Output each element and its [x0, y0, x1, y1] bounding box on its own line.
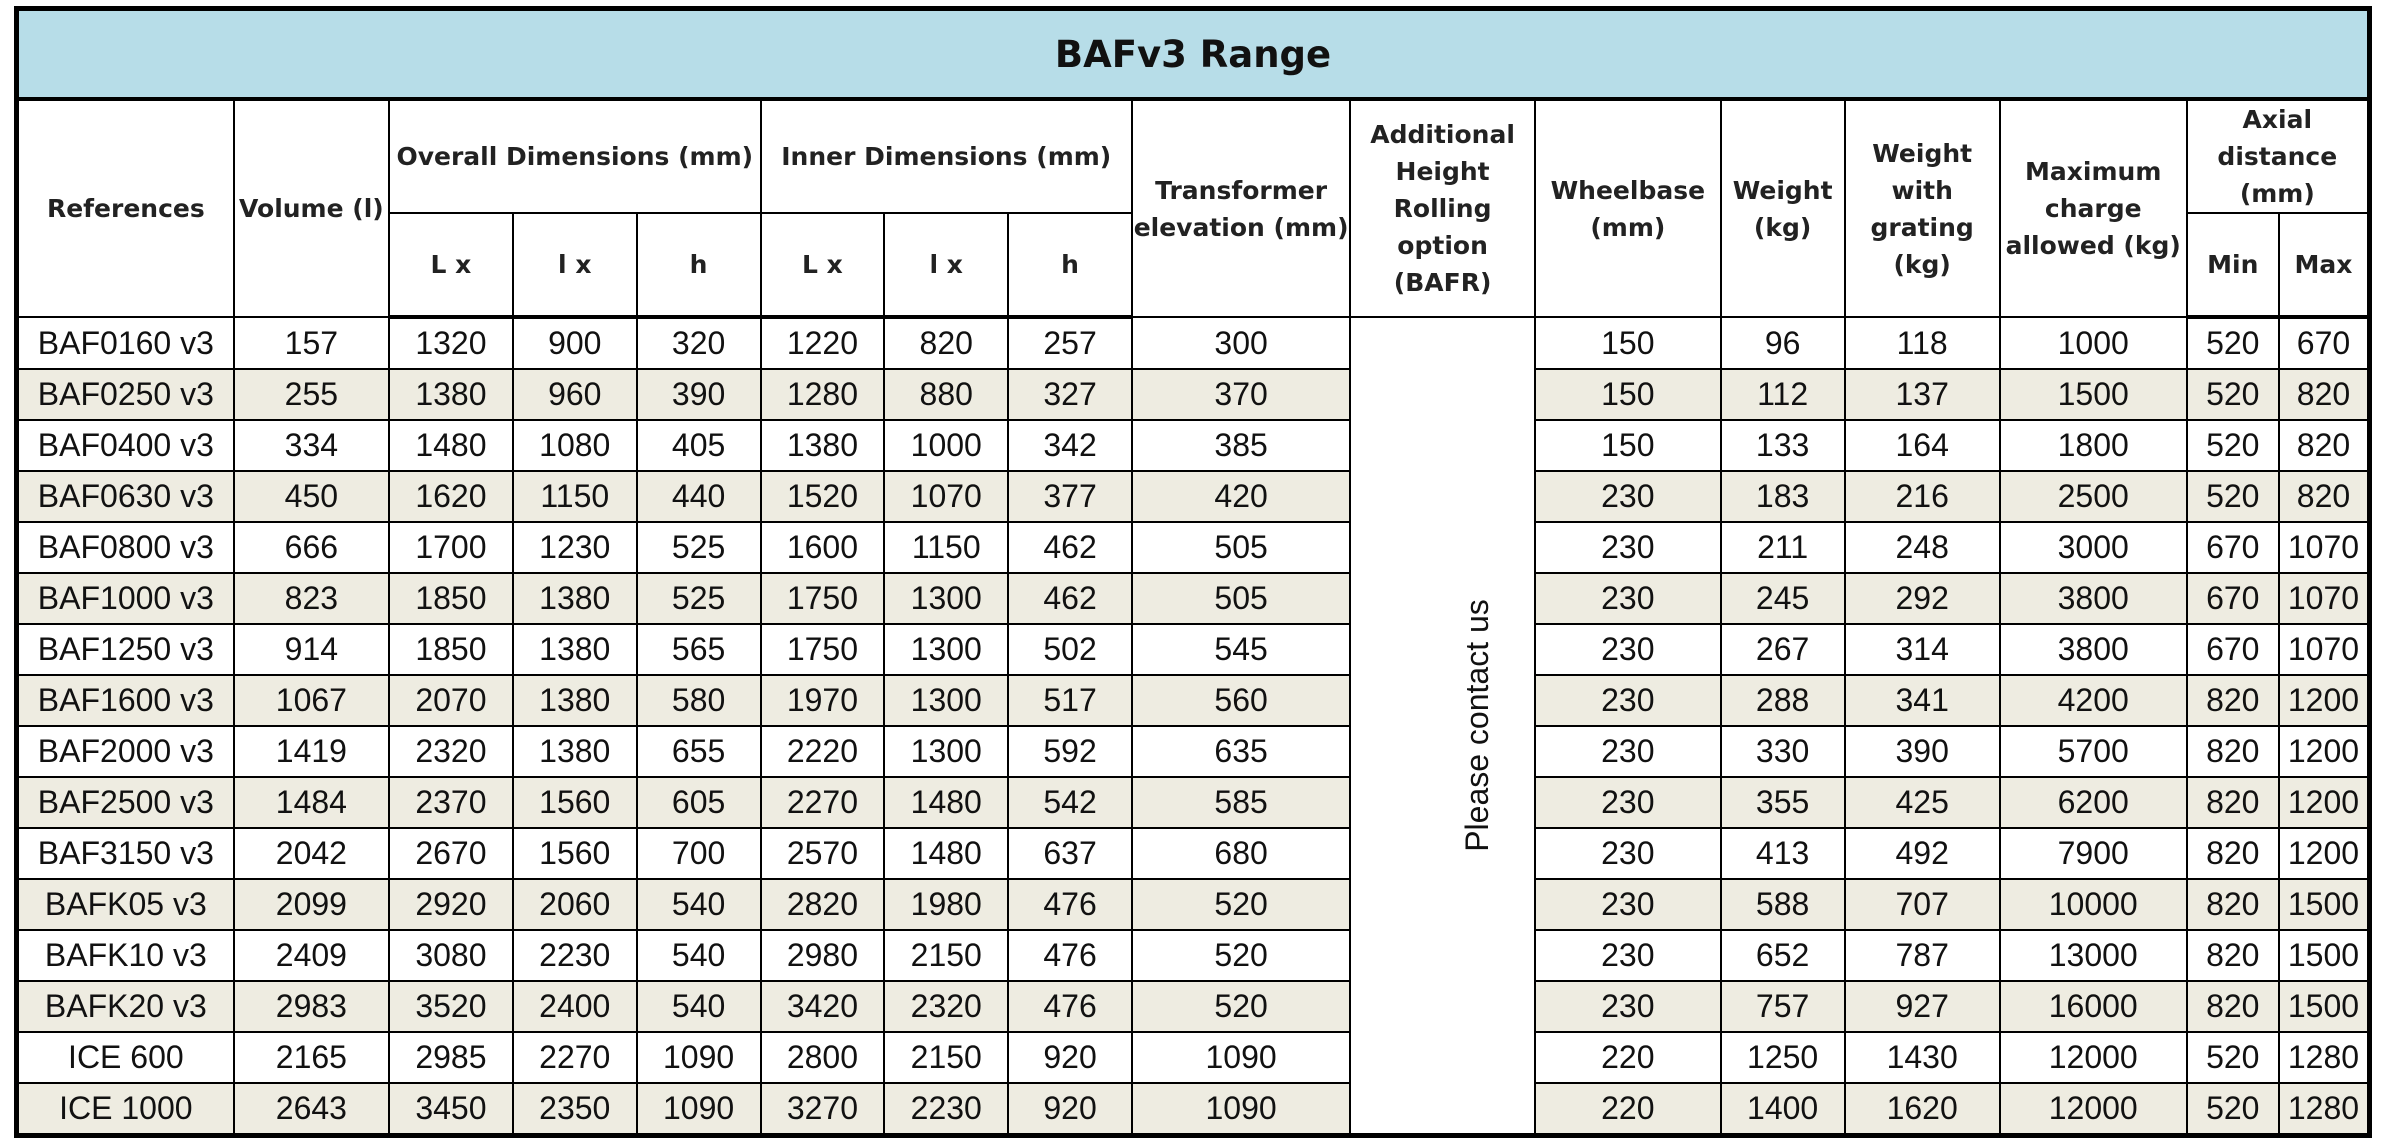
- cell-weight-with-grating: 216: [1845, 471, 2000, 522]
- cell-inner-height: 462: [1008, 573, 1132, 624]
- header-volume: Volume (l): [234, 99, 389, 317]
- cell-inner-length: 3420: [761, 981, 885, 1032]
- cell-reference: BAF1600 v3: [17, 675, 234, 726]
- cell-weight-with-grating: 390: [1845, 726, 2000, 777]
- cell-weight: 96: [1721, 317, 1845, 369]
- cell-axial-min: 820: [2187, 726, 2279, 777]
- cell-inner-height: 476: [1008, 930, 1132, 981]
- cell-maximum-charge: 6200: [2000, 777, 2187, 828]
- cell-transformer-elevation: 545: [1132, 624, 1350, 675]
- cell-overall-height: 320: [637, 317, 761, 369]
- cell-overall-height: 580: [637, 675, 761, 726]
- cell-inner-length: 2800: [761, 1032, 885, 1083]
- cell-weight-with-grating: 118: [1845, 317, 2000, 369]
- cell-axial-min: 670: [2187, 573, 2279, 624]
- cell-wheelbase: 150: [1535, 369, 1721, 420]
- cell-wheelbase: 230: [1535, 879, 1721, 930]
- cell-axial-max: 820: [2279, 471, 2370, 522]
- header-inner-length: L x: [761, 213, 885, 317]
- cell-overall-length: 3450: [389, 1083, 513, 1136]
- header-inner-height: h: [1008, 213, 1132, 317]
- cell-overall-length: 1700: [389, 522, 513, 573]
- cell-inner-width: 1480: [884, 777, 1008, 828]
- cell-weight: 183: [1721, 471, 1845, 522]
- table-row: [17, 369, 2370, 420]
- table-row: [17, 573, 2370, 624]
- cell-axial-min: 520: [2187, 1032, 2279, 1083]
- cell-maximum-charge: 13000: [2000, 930, 2187, 981]
- cell-overall-width: 2230: [513, 930, 637, 981]
- cell-inner-height: 377: [1008, 471, 1132, 522]
- cell-axial-min: 520: [2187, 369, 2279, 420]
- header-wheelbase: Wheelbase (mm): [1535, 99, 1721, 317]
- cell-axial-min: 820: [2187, 777, 2279, 828]
- header-overall-dimensions: Overall Dimensions (mm): [389, 99, 760, 213]
- cell-reference: BAFK10 v3: [17, 930, 234, 981]
- cell-wheelbase: 220: [1535, 1083, 1721, 1136]
- table-row: [17, 1083, 2370, 1136]
- cell-weight: 652: [1721, 930, 1845, 981]
- cell-reference: BAF3150 v3: [17, 828, 234, 879]
- cell-inner-height: 920: [1008, 1083, 1132, 1136]
- cell-volume: 2643: [234, 1083, 389, 1136]
- cell-weight: 133: [1721, 420, 1845, 471]
- cell-overall-height: 540: [637, 981, 761, 1032]
- cell-wheelbase: 150: [1535, 420, 1721, 471]
- contact-cell: [1350, 317, 1535, 1136]
- cell-wheelbase: 230: [1535, 777, 1721, 828]
- table-row: [17, 726, 2370, 777]
- cell-volume: 157: [234, 317, 389, 369]
- cell-axial-min: 670: [2187, 624, 2279, 675]
- cell-axial-max: 1280: [2279, 1083, 2370, 1136]
- cell-wheelbase: 230: [1535, 624, 1721, 675]
- cell-weight: 330: [1721, 726, 1845, 777]
- cell-inner-width: 880: [884, 369, 1008, 420]
- cell-overall-width: 2350: [513, 1083, 637, 1136]
- cell-inner-width: 820: [884, 317, 1008, 369]
- cell-overall-width: 1150: [513, 471, 637, 522]
- cell-inner-width: 1300: [884, 675, 1008, 726]
- cell-weight: 1400: [1721, 1083, 1845, 1136]
- cell-overall-width: 1080: [513, 420, 637, 471]
- cell-axial-max: 820: [2279, 420, 2370, 471]
- cell-weight-with-grating: 341: [1845, 675, 2000, 726]
- cell-maximum-charge: 4200: [2000, 675, 2187, 726]
- cell-maximum-charge: 7900: [2000, 828, 2187, 879]
- cell-overall-width: 1380: [513, 573, 637, 624]
- cell-maximum-charge: 2500: [2000, 471, 2187, 522]
- table-row: [17, 675, 2370, 726]
- header-transformer-elevation: Transformer elevation (mm): [1132, 99, 1350, 317]
- cell-overall-width: 1380: [513, 675, 637, 726]
- cell-volume: 914: [234, 624, 389, 675]
- cell-inner-height: 502: [1008, 624, 1132, 675]
- cell-axial-max: 1200: [2279, 828, 2370, 879]
- cell-overall-width: 2270: [513, 1032, 637, 1083]
- cell-overall-length: 2985: [389, 1032, 513, 1083]
- cell-volume: 255: [234, 369, 389, 420]
- cell-overall-width: 1230: [513, 522, 637, 573]
- cell-axial-max: 1200: [2279, 777, 2370, 828]
- table-row: [17, 981, 2370, 1032]
- cell-inner-height: 257: [1008, 317, 1132, 369]
- cell-overall-width: 1560: [513, 777, 637, 828]
- cell-overall-length: 1850: [389, 624, 513, 675]
- cell-axial-max: 1500: [2279, 879, 2370, 930]
- cell-weight-with-grating: 164: [1845, 420, 2000, 471]
- cell-overall-width: 2400: [513, 981, 637, 1032]
- cell-axial-max: 820: [2279, 369, 2370, 420]
- cell-axial-max: 1500: [2279, 930, 2370, 981]
- cell-inner-height: 476: [1008, 981, 1132, 1032]
- cell-reference: BAF0160 v3: [17, 317, 234, 369]
- cell-weight: 288: [1721, 675, 1845, 726]
- table-row: [17, 828, 2370, 879]
- cell-reference: BAF0250 v3: [17, 369, 234, 420]
- cell-volume: 2042: [234, 828, 389, 879]
- cell-axial-min: 520: [2187, 317, 2279, 369]
- table-row: [17, 777, 2370, 828]
- table-row: [17, 522, 2370, 573]
- cell-weight-with-grating: 137: [1845, 369, 2000, 420]
- cell-reference: BAFK05 v3: [17, 879, 234, 930]
- cell-maximum-charge: 3800: [2000, 624, 2187, 675]
- cell-axial-max: 1070: [2279, 624, 2370, 675]
- cell-wheelbase: 230: [1535, 522, 1721, 573]
- cell-transformer-elevation: 560: [1132, 675, 1350, 726]
- header-additional-height: Additional Height Rolling option (BAFR): [1350, 99, 1535, 317]
- cell-reference: BAF2000 v3: [17, 726, 234, 777]
- cell-transformer-elevation: 520: [1132, 981, 1350, 1032]
- header-weight: Weight (kg): [1721, 99, 1845, 317]
- cell-overall-height: 1090: [637, 1032, 761, 1083]
- cell-reference: BAF2500 v3: [17, 777, 234, 828]
- cell-inner-height: 592: [1008, 726, 1132, 777]
- cell-inner-length: 1280: [761, 369, 885, 420]
- cell-reference: ICE 600: [17, 1032, 234, 1083]
- cell-axial-max: 1070: [2279, 522, 2370, 573]
- cell-wheelbase: 230: [1535, 981, 1721, 1032]
- cell-overall-length: 2070: [389, 675, 513, 726]
- table-row: [17, 1032, 2370, 1083]
- cell-inner-width: 1070: [884, 471, 1008, 522]
- cell-inner-length: 1970: [761, 675, 885, 726]
- cell-overall-height: 540: [637, 879, 761, 930]
- cell-inner-length: 1600: [761, 522, 885, 573]
- header-inner-width: l x: [884, 213, 1008, 317]
- cell-inner-length: 1750: [761, 624, 885, 675]
- cell-overall-height: 540: [637, 930, 761, 981]
- cell-axial-min: 820: [2187, 879, 2279, 930]
- cell-overall-length: 1380: [389, 369, 513, 420]
- cell-overall-height: 525: [637, 573, 761, 624]
- cell-weight-with-grating: 425: [1845, 777, 2000, 828]
- cell-overall-length: 1320: [389, 317, 513, 369]
- cell-volume: 1067: [234, 675, 389, 726]
- cell-transformer-elevation: 1090: [1132, 1083, 1350, 1136]
- cell-inner-height: 517: [1008, 675, 1132, 726]
- cell-weight-with-grating: 1430: [1845, 1032, 2000, 1083]
- cell-inner-length: 1520: [761, 471, 885, 522]
- cell-overall-height: 700: [637, 828, 761, 879]
- cell-inner-width: 1300: [884, 573, 1008, 624]
- cell-maximum-charge: 5700: [2000, 726, 2187, 777]
- cell-weight: 588: [1721, 879, 1845, 930]
- cell-axial-min: 520: [2187, 420, 2279, 471]
- cell-overall-height: 565: [637, 624, 761, 675]
- cell-reference: BAF0630 v3: [17, 471, 234, 522]
- cell-transformer-elevation: 1090: [1132, 1032, 1350, 1083]
- table-row: [17, 930, 2370, 981]
- cell-overall-height: 655: [637, 726, 761, 777]
- header-maximum-charge: Maximum charge allowed (kg): [2000, 99, 2187, 317]
- header-weight-with-grating: Weight with grating (kg): [1845, 99, 2000, 317]
- cell-axial-min: 820: [2187, 675, 2279, 726]
- cell-transformer-elevation: 420: [1132, 471, 1350, 522]
- cell-volume: 450: [234, 471, 389, 522]
- cell-reference: BAF1250 v3: [17, 624, 234, 675]
- table-row: [17, 879, 2370, 930]
- cell-transformer-elevation: 680: [1132, 828, 1350, 879]
- cell-transformer-elevation: 585: [1132, 777, 1350, 828]
- cell-maximum-charge: 12000: [2000, 1083, 2187, 1136]
- cell-inner-height: 637: [1008, 828, 1132, 879]
- cell-inner-length: 2570: [761, 828, 885, 879]
- cell-inner-length: 3270: [761, 1083, 885, 1136]
- cell-overall-width: 900: [513, 317, 637, 369]
- cell-weight: 1250: [1721, 1032, 1845, 1083]
- cell-overall-length: 3520: [389, 981, 513, 1032]
- cell-transformer-elevation: 520: [1132, 930, 1350, 981]
- cell-inner-height: 327: [1008, 369, 1132, 420]
- header-axial-min: Min: [2187, 213, 2279, 317]
- cell-axial-max: 1200: [2279, 726, 2370, 777]
- cell-axial-max: 1070: [2279, 573, 2370, 624]
- cell-wheelbase: 230: [1535, 828, 1721, 879]
- cell-weight: 112: [1721, 369, 1845, 420]
- cell-wheelbase: 220: [1535, 1032, 1721, 1083]
- cell-volume: 823: [234, 573, 389, 624]
- cell-overall-length: 2920: [389, 879, 513, 930]
- cell-weight-with-grating: 1620: [1845, 1083, 2000, 1136]
- cell-inner-width: 1300: [884, 624, 1008, 675]
- table-row: [17, 624, 2370, 675]
- cell-wheelbase: 230: [1535, 675, 1721, 726]
- cell-overall-length: 1620: [389, 471, 513, 522]
- cell-inner-height: 476: [1008, 879, 1132, 930]
- cell-weight: 245: [1721, 573, 1845, 624]
- cell-weight-with-grating: 248: [1845, 522, 2000, 573]
- cell-transformer-elevation: 385: [1132, 420, 1350, 471]
- cell-inner-length: 2220: [761, 726, 885, 777]
- please-contact-us-text: Please contact us: [1459, 599, 1496, 852]
- cell-inner-length: 1750: [761, 573, 885, 624]
- cell-wheelbase: 230: [1535, 930, 1721, 981]
- cell-maximum-charge: 16000: [2000, 981, 2187, 1032]
- cell-axial-min: 820: [2187, 930, 2279, 981]
- cell-overall-length: 1850: [389, 573, 513, 624]
- cell-wheelbase: 150: [1535, 317, 1721, 369]
- cell-inner-width: 1150: [884, 522, 1008, 573]
- cell-axial-max: 1500: [2279, 981, 2370, 1032]
- cell-overall-height: 525: [637, 522, 761, 573]
- cell-transformer-elevation: 370: [1132, 369, 1350, 420]
- cell-weight-with-grating: 292: [1845, 573, 2000, 624]
- cell-inner-height: 542: [1008, 777, 1132, 828]
- cell-axial-max: 670: [2279, 317, 2370, 369]
- cell-axial-min: 520: [2187, 471, 2279, 522]
- cell-reference: ICE 1000: [17, 1083, 234, 1136]
- cell-overall-length: 3080: [389, 930, 513, 981]
- cell-volume: 2983: [234, 981, 389, 1032]
- cell-inner-width: 2320: [884, 981, 1008, 1032]
- cell-overall-width: 960: [513, 369, 637, 420]
- cell-transformer-elevation: 505: [1132, 573, 1350, 624]
- cell-inner-width: 1000: [884, 420, 1008, 471]
- cell-reference: BAF1000 v3: [17, 573, 234, 624]
- cell-inner-width: 1980: [884, 879, 1008, 930]
- table-row: [17, 420, 2370, 471]
- cell-wheelbase: 230: [1535, 471, 1721, 522]
- header-overall-width: l x: [513, 213, 637, 317]
- cell-inner-width: 2230: [884, 1083, 1008, 1136]
- cell-overall-height: 440: [637, 471, 761, 522]
- cell-transformer-elevation: 300: [1132, 317, 1350, 369]
- cell-weight-with-grating: 314: [1845, 624, 2000, 675]
- table-row: [17, 317, 2370, 369]
- cell-axial-min: 670: [2187, 522, 2279, 573]
- cell-overall-length: 2320: [389, 726, 513, 777]
- cell-wheelbase: 230: [1535, 726, 1721, 777]
- cell-maximum-charge: 12000: [2000, 1032, 2187, 1083]
- cell-transformer-elevation: 635: [1132, 726, 1350, 777]
- cell-inner-width: 1480: [884, 828, 1008, 879]
- cell-inner-height: 342: [1008, 420, 1132, 471]
- cell-weight-with-grating: 787: [1845, 930, 2000, 981]
- cell-reference: BAFK20 v3: [17, 981, 234, 1032]
- table-body: [17, 317, 2370, 1136]
- cell-inner-height: 462: [1008, 522, 1132, 573]
- cell-weight: 413: [1721, 828, 1845, 879]
- cell-axial-min: 820: [2187, 981, 2279, 1032]
- cell-inner-height: 920: [1008, 1032, 1132, 1083]
- cell-overall-width: 2060: [513, 879, 637, 930]
- cell-inner-width: 2150: [884, 1032, 1008, 1083]
- cell-transformer-elevation: 520: [1132, 879, 1350, 930]
- header-axial-distance: Axial distance (mm): [2187, 99, 2370, 213]
- cell-volume: 2099: [234, 879, 389, 930]
- cell-inner-length: 2820: [761, 879, 885, 930]
- cell-weight-with-grating: 927: [1845, 981, 2000, 1032]
- table-row: [17, 471, 2370, 522]
- cell-inner-length: 2980: [761, 930, 885, 981]
- cell-axial-max: 1200: [2279, 675, 2370, 726]
- cell-volume: 2165: [234, 1032, 389, 1083]
- header-references: References: [17, 99, 234, 317]
- cell-volume: 1484: [234, 777, 389, 828]
- cell-maximum-charge: 3000: [2000, 522, 2187, 573]
- cell-inner-width: 1300: [884, 726, 1008, 777]
- header-axial-max: Max: [2279, 213, 2370, 317]
- cell-overall-width: 1380: [513, 624, 637, 675]
- baf-range-table: [14, 6, 2372, 1138]
- cell-inner-length: 2270: [761, 777, 885, 828]
- cell-weight-with-grating: 492: [1845, 828, 2000, 879]
- cell-maximum-charge: 10000: [2000, 879, 2187, 930]
- cell-volume: 2409: [234, 930, 389, 981]
- cell-inner-length: 1220: [761, 317, 885, 369]
- cell-reference: BAF0400 v3: [17, 420, 234, 471]
- cell-volume: 666: [234, 522, 389, 573]
- cell-overall-height: 605: [637, 777, 761, 828]
- cell-axial-min: 820: [2187, 828, 2279, 879]
- cell-weight: 757: [1721, 981, 1845, 1032]
- cell-inner-length: 1380: [761, 420, 885, 471]
- header-overall-length: L x: [389, 213, 513, 317]
- cell-weight: 355: [1721, 777, 1845, 828]
- cell-overall-width: 1380: [513, 726, 637, 777]
- cell-inner-width: 2150: [884, 930, 1008, 981]
- header-overall-height: h: [637, 213, 761, 317]
- cell-wheelbase: 230: [1535, 573, 1721, 624]
- cell-volume: 1419: [234, 726, 389, 777]
- cell-reference: BAF0800 v3: [17, 522, 234, 573]
- cell-maximum-charge: 1800: [2000, 420, 2187, 471]
- cell-transformer-elevation: 505: [1132, 522, 1350, 573]
- cell-overall-length: 2670: [389, 828, 513, 879]
- baf-range-table-container: [14, 6, 2372, 1126]
- cell-maximum-charge: 3800: [2000, 573, 2187, 624]
- table-title: BAFv3 Range: [17, 9, 2370, 100]
- cell-weight-with-grating: 707: [1845, 879, 2000, 930]
- cell-axial-max: 1280: [2279, 1032, 2370, 1083]
- cell-maximum-charge: 1500: [2000, 369, 2187, 420]
- cell-overall-length: 1480: [389, 420, 513, 471]
- cell-weight: 267: [1721, 624, 1845, 675]
- cell-axial-min: 520: [2187, 1083, 2279, 1136]
- cell-overall-height: 1090: [637, 1083, 761, 1136]
- cell-overall-height: 405: [637, 420, 761, 471]
- cell-overall-height: 390: [637, 369, 761, 420]
- header-inner-dimensions: Inner Dimensions (mm): [761, 99, 1132, 213]
- cell-overall-width: 1560: [513, 828, 637, 879]
- cell-weight: 211: [1721, 522, 1845, 573]
- cell-volume: 334: [234, 420, 389, 471]
- cell-maximum-charge: 1000: [2000, 317, 2187, 369]
- cell-overall-length: 2370: [389, 777, 513, 828]
